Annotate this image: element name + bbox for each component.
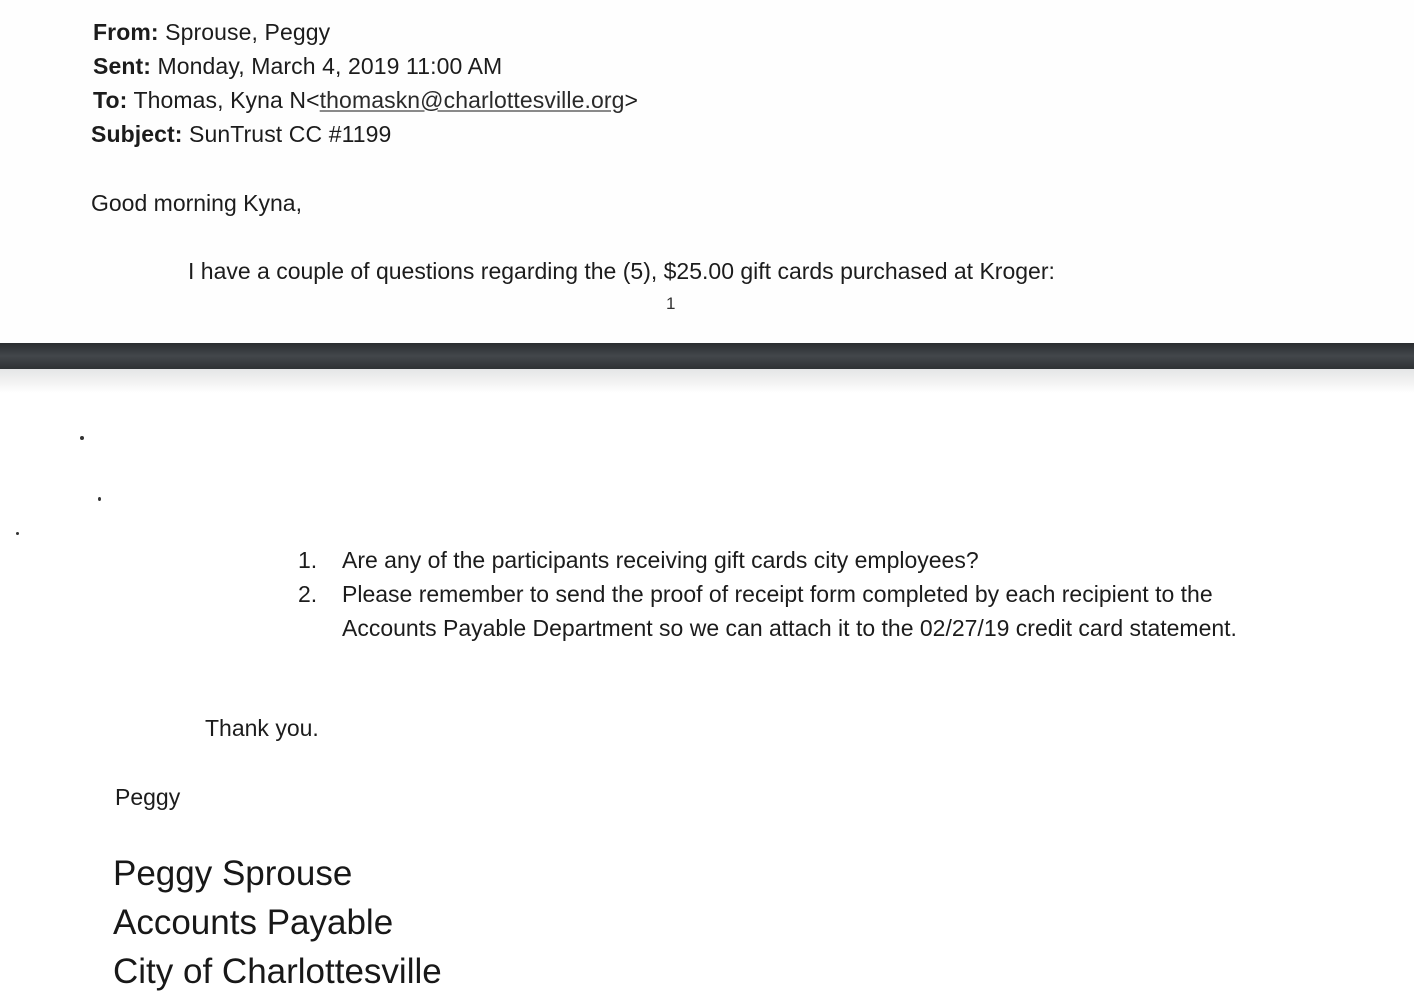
from-value: Sprouse, Peggy	[165, 19, 331, 45]
sent-line	[93, 52, 502, 80]
signature-organization: City of Charlottesville	[113, 952, 442, 991]
subject-value: SunTrust CC #1199	[189, 121, 392, 147]
signature-department: Accounts Payable	[113, 903, 394, 942]
signoff-name: Peggy	[115, 784, 181, 810]
scan-speck	[98, 497, 101, 501]
to-email-link[interactable]: thomaskn@charlottesville.org	[319, 87, 625, 113]
scan-speck	[16, 532, 19, 535]
greeting: Good morning Kyna,	[91, 190, 302, 216]
sent-label: Sent:	[93, 53, 151, 79]
to-name: Thomas, Kyna N	[133, 87, 307, 113]
to-close-bracket: >	[624, 87, 639, 113]
subject-line	[91, 120, 391, 148]
thanks-text: Thank you.	[205, 715, 319, 741]
to-label: To:	[93, 87, 128, 113]
from-line	[93, 18, 330, 46]
subject-label: Subject:	[91, 121, 183, 147]
to-line	[93, 86, 638, 114]
intro-paragraph: I have a couple of questions regarding the (5), $25.00 gift cards purchased at Kroger:	[188, 258, 1055, 284]
list-item-text: Are any of the participants receiving gift cards city employees?	[342, 547, 979, 573]
scan-speck	[80, 436, 84, 440]
to-open-bracket: <	[306, 87, 320, 113]
page-break-bar	[0, 343, 1414, 369]
signature-name: Peggy Sprouse	[113, 854, 353, 893]
list-item-number: 2.	[298, 581, 318, 607]
page-break-shadow	[0, 369, 1414, 393]
list-item-number: 1.	[298, 547, 318, 573]
sent-value: Monday, March 4, 2019 11:00 AM	[157, 53, 503, 79]
from-label: From:	[93, 19, 159, 45]
list-item-text: Please remember to send the proof of receipt form completed by each recipient to the Accounts Payable Department so we can attach it to the 02/27/19 credit card statement.	[342, 581, 1237, 641]
email-page-top	[0, 0, 1414, 343]
page-number: 1	[666, 294, 676, 313]
